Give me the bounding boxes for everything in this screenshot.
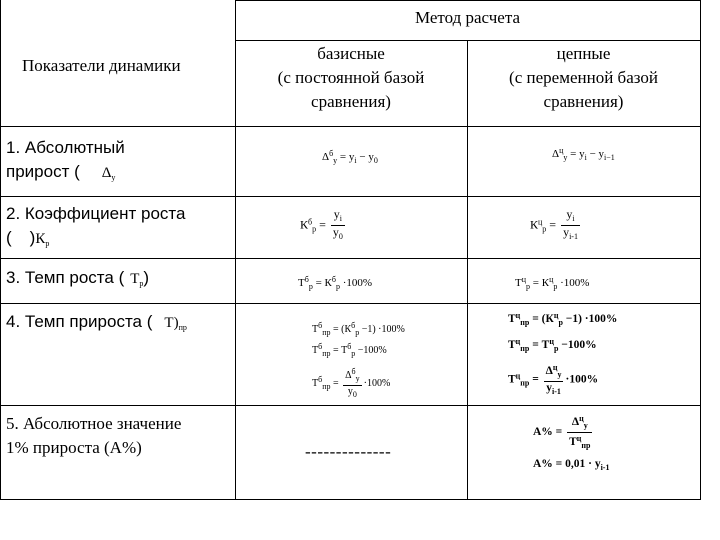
table-top-border — [235, 0, 700, 1]
k-basic-den-sub: 0 — [338, 232, 343, 241]
t-basic-sub: р — [308, 282, 313, 291]
tpr-basic3-num-main: Δ — [345, 370, 352, 381]
k-chain-sup: ц — [538, 217, 543, 227]
tpr-chain3-sub: пр — [520, 378, 530, 388]
chain-method-header — [467, 42, 700, 114]
chain-header-line3: сравнения) — [543, 92, 624, 111]
t-symbol — [130, 271, 143, 287]
row2-line1: 2. Коэффициент роста — [6, 204, 186, 223]
row5-line2: 1% прироста (А%) — [6, 438, 142, 457]
k-basic-num-var: у — [333, 207, 340, 221]
t-chain-t: Т — [515, 277, 522, 289]
k-basic-eq: = — [319, 217, 326, 232]
tpr-main: Т — [164, 315, 174, 331]
k-basic-den — [331, 226, 345, 243]
tpr-chain3-den-sub: i-1 — [552, 387, 561, 396]
tpr-chain3-fraction — [544, 362, 564, 398]
delta-sub: у — [111, 173, 116, 182]
k-chain-eq: = — [549, 217, 557, 232]
row4-suffix: ) — [173, 315, 179, 331]
k-chain-den-var: у — [563, 225, 570, 239]
tpr-chain2-t: Т — [508, 339, 516, 351]
tpr-basic3-den-main: у — [347, 386, 353, 397]
basic-method-header — [235, 42, 467, 114]
t-chain-rest: = К — [530, 277, 550, 289]
tpr-chain3-num-sup: ц — [552, 363, 558, 372]
tpr-chain1-sub2: р — [558, 318, 563, 327]
tpr-chain2-sub: пр — [520, 344, 530, 353]
k-chain-fraction — [561, 208, 580, 243]
tpr-basic3-den — [343, 386, 362, 401]
row4-prefix: 4. Темп прироста ( — [6, 312, 153, 331]
formula-tpr-basic-2 — [312, 341, 387, 360]
indicators-header: Показатели динамики — [22, 56, 181, 75]
tpr-basic3-fraction — [343, 366, 362, 401]
tpr-basic3-t: Т — [312, 377, 319, 389]
row5-line1: 5. Абсолютное значение — [6, 414, 182, 433]
t-basic-sup2: б — [331, 275, 336, 284]
tpr-chain3-tail: ·100% — [565, 373, 599, 386]
formula-abs-chain — [552, 145, 615, 164]
a-chain1-lhs: А% = — [533, 426, 563, 439]
k-chain-sub: р — [542, 224, 547, 234]
formula-t-chain — [515, 274, 589, 293]
k-chain-num-sub: i — [572, 214, 575, 223]
tpr-chain1-t: Т — [508, 313, 516, 325]
k-chain-den — [561, 226, 580, 243]
a-chain1-den — [567, 433, 592, 452]
formula-tpr-basic-1 — [312, 320, 405, 339]
tpr-chain1-tail: −1) ·100% — [562, 313, 618, 325]
k-symbol — [35, 231, 49, 247]
tpr-basic2-sub: пр — [322, 349, 331, 358]
tpr-chain3-den-main: у — [546, 382, 552, 394]
tpr-basic2-t: Т — [312, 345, 319, 356]
a-chain1-num-sub: у — [583, 421, 588, 430]
a-chain1-num-sup: ц — [579, 414, 584, 423]
tpr-basic2-sub2: р — [351, 349, 356, 358]
tpr-chain2-sup2: ц — [549, 337, 554, 346]
t-chain-sub: р — [526, 282, 531, 291]
row-divider-1 — [0, 126, 700, 127]
a-chain1-den-sup: ц — [576, 434, 582, 443]
k-sub: р — [45, 239, 50, 248]
a-chain1-num-main: Δ — [571, 416, 580, 428]
row-label-increase-rate — [6, 310, 234, 340]
tpr-basic2-sup: б — [318, 342, 323, 351]
k-basic-sup: б — [308, 217, 313, 227]
abs-basic-lhs: Δ — [322, 151, 330, 163]
abs-chain-sup: ц — [559, 146, 564, 155]
t-chain-sup: ц — [521, 275, 527, 284]
k-basic-sub: р — [312, 224, 317, 234]
tpr-basic3-den-sub: 0 — [352, 390, 357, 399]
abs-chain-rhs-sub2: i−1 — [604, 153, 615, 162]
k-basic-den-var: у — [332, 225, 339, 239]
chain-header-line2: (с переменной базой — [509, 68, 658, 87]
tpr-basic1-sup2: б — [351, 321, 356, 330]
tpr-sub: пр — [178, 323, 187, 332]
tpr-basic3-sup: б — [318, 374, 323, 384]
formula-tpr-basic-3 — [312, 366, 390, 401]
tpr-chain1-sub: пр — [520, 318, 530, 327]
tpr-basic1-sub: пр — [322, 328, 331, 337]
tpr-chain1-rest: = (К — [529, 313, 554, 325]
formula-abs-basic — [322, 148, 378, 167]
abs-chain-rhs-sub1: i — [584, 153, 587, 162]
k-chain-den-sub: i-1 — [569, 232, 578, 241]
formula-tpr-chain-3 — [508, 362, 598, 398]
a-basic-placeholder: -------------- — [305, 442, 392, 461]
delta-symbol — [102, 165, 116, 181]
row1-line2 — [6, 160, 234, 190]
tpr-basic3-num — [343, 366, 362, 386]
k-chain-num-var: у — [566, 207, 573, 221]
t-chain-sup2: ц — [549, 275, 554, 284]
row-label-absolute-growth — [6, 136, 234, 190]
tpr-basic1-sup: б — [318, 321, 323, 330]
row1-line1: 1. Абсолютный — [6, 138, 125, 157]
tpr-chain3-num-sub: у — [557, 370, 562, 379]
t-chain-sub2: р — [553, 282, 558, 291]
a-chain2-lhs: А% = 0,01 · у — [533, 458, 601, 470]
tpr-basic1-rest: = (К — [330, 324, 352, 335]
k-chain-lhs: К — [530, 217, 539, 232]
a-chain1-fraction — [567, 413, 592, 452]
row2-prefix: ( — [6, 228, 12, 247]
k-main: К — [35, 231, 46, 247]
tpr-chain2-tail: −100% — [558, 339, 597, 351]
row3-suffix: ) — [143, 268, 150, 287]
abs-basic-sub: у — [333, 156, 338, 165]
tpr-basic1-sub2: р — [355, 328, 360, 337]
row3-prefix: 3. Темп роста ( — [6, 268, 125, 287]
tpr-basic2-tail: −100% — [355, 345, 387, 356]
t-basic-rest: = К — [312, 277, 332, 289]
row-divider-5 — [0, 405, 700, 406]
abs-basic-minus: − у — [356, 151, 374, 163]
a-chain1-den-main: Т — [569, 436, 577, 448]
k-basic-num-sub: i — [339, 214, 342, 223]
formula-tpr-chain-2 — [508, 336, 597, 355]
k-basic-fraction — [331, 208, 345, 243]
a-chain1-num — [567, 413, 592, 433]
tpr-basic3-num-sup: б — [351, 367, 356, 376]
abs-basic-rhs-sub2: 0 — [373, 156, 378, 165]
a-chain1-den-sub: пр — [581, 441, 591, 450]
tpr-chain3-num-main: Δ — [545, 365, 553, 377]
abs-basic-sup: б — [329, 149, 334, 158]
tpr-chain1-sup2: ц — [553, 311, 559, 320]
row-label-growth-rate — [6, 266, 234, 296]
table-left-border — [0, 0, 1, 500]
chain-header-line1: цепные — [556, 44, 611, 63]
tpr-chain2-sub2: р — [553, 344, 559, 353]
row-label-one-percent-value — [6, 412, 234, 460]
basic-header-line1: базисные — [317, 44, 385, 63]
abs-basic-rhs: = у — [339, 151, 355, 163]
row2-line2 — [6, 226, 234, 256]
method-header: Метод расчета — [414, 8, 521, 27]
table-right-border — [700, 0, 701, 500]
header-divider — [235, 40, 700, 41]
k-chain-num — [561, 208, 580, 226]
abs-basic-rhs-sub1: i — [354, 156, 357, 165]
tpr-basic3-tail: ·100% — [363, 377, 391, 389]
row-label-growth-coefficient — [6, 202, 234, 256]
k-basic-lhs: К — [300, 217, 309, 232]
tpr-basic3-eq: = — [330, 377, 339, 389]
formula-k-basic — [300, 208, 347, 243]
abs-chain-sub: у — [563, 153, 568, 162]
table-bottom-border — [0, 499, 700, 500]
tpr-basic1-tail: −1) ·100% — [359, 324, 405, 335]
abs-chain-lhs: Δ — [552, 148, 560, 160]
t-basic-tail: ·100% — [339, 277, 373, 289]
basic-header-line3: сравнения) — [311, 92, 391, 111]
tpr-basic3-num-sub: у — [355, 374, 360, 383]
basic-header-line2: (с постоянной базой — [277, 68, 425, 87]
tpr-chain3-eq: = — [529, 373, 539, 386]
t-sub: р — [139, 279, 144, 288]
abs-chain-rhs: = у — [570, 148, 585, 160]
t-chain-tail: ·100% — [557, 277, 590, 289]
formula-tpr-chain-1 — [508, 310, 617, 329]
tpr-chain3-den — [544, 382, 564, 398]
tpr-basic2-sup2: б — [347, 342, 352, 351]
tpr-chain3-num — [544, 362, 564, 382]
row1-prefix: прирост ( — [6, 162, 80, 181]
abs-chain-minus: − у — [586, 148, 605, 160]
tpr-chain3-sup: ц — [515, 371, 521, 381]
tpr-chain2-sup: ц — [515, 337, 521, 346]
tpr-chain1-sup: ц — [515, 311, 521, 320]
a-chain2-sub: i-1 — [600, 463, 610, 472]
tpr-chain3-t: Т — [508, 373, 516, 386]
row-divider-3 — [0, 258, 700, 259]
delta-main: Δ — [101, 165, 112, 181]
tpr-basic2-rest: = Т — [330, 345, 348, 356]
formula-k-chain — [530, 208, 582, 243]
formula-t-basic — [298, 274, 372, 293]
t-basic-t: Т — [298, 277, 305, 289]
t-basic-sup: б — [304, 275, 309, 284]
t-main: Т — [130, 271, 140, 287]
t-basic-sub2: р — [335, 282, 340, 291]
row2-suffix: ) — [29, 228, 36, 247]
formula-a-chain-2 — [533, 458, 609, 474]
row-divider-2 — [0, 196, 700, 197]
k-basic-num — [331, 208, 345, 226]
formula-a-chain-1 — [533, 413, 594, 452]
tpr-basic1-t: Т — [312, 324, 319, 335]
tpr-basic3-sub: пр — [322, 381, 331, 391]
tpr-chain2-rest: = Т — [529, 339, 550, 351]
row-divider-4 — [0, 303, 700, 304]
tpr-symbol — [164, 315, 186, 331]
